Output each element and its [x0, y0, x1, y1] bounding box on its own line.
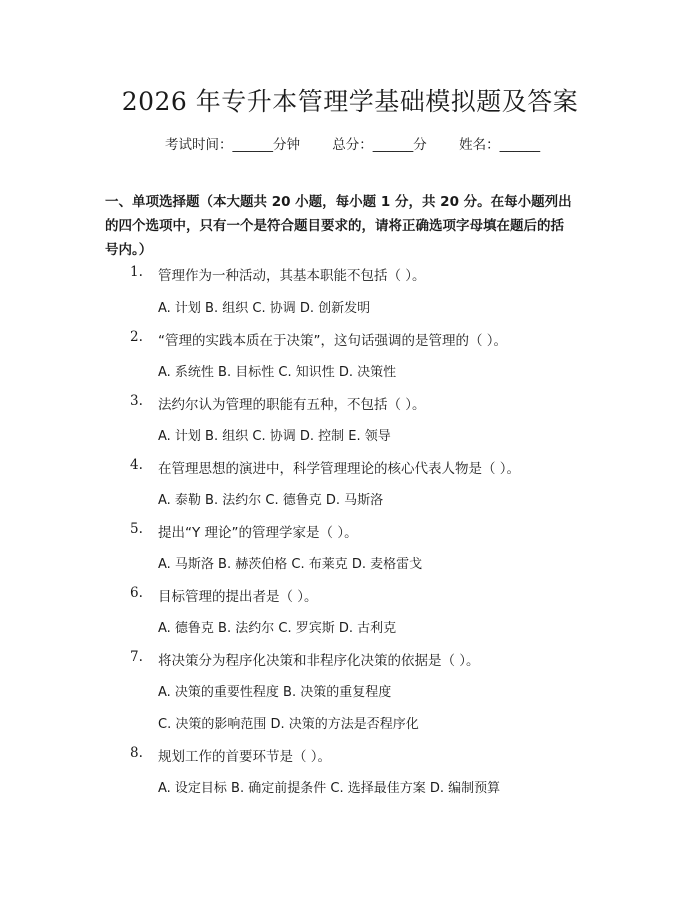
question-options: A. 系统性 B. 目标性 C. 知识性 D. 决策性	[158, 365, 397, 380]
question-text: “管理的实践本质在于决策”，这句话强调的是管理的（ ）。	[158, 333, 508, 349]
question-number: 2.	[130, 329, 143, 345]
question-number: 8.	[130, 745, 143, 761]
question-text: 目标管理的提出者是（ ）。	[158, 589, 318, 605]
question-options: A. 德鲁克 B. 法约尔 C. 罗宾斯 D. 古利克	[158, 621, 397, 636]
exam-info-line	[165, 133, 540, 153]
page-title: 2026 年专升本管理学基础模拟题及答案	[121, 87, 579, 116]
question-options: C. 决策的影响范围 D. 决策的方法是否程序化	[158, 717, 419, 732]
question-text: 将决策分为程序化决策和非程序化决策的依据是（ ）。	[158, 653, 480, 669]
question-options: A. 设定目标 B. 确定前提条件 C. 选择最佳方案 D. 编制预算	[158, 781, 501, 796]
section-header: 一、单项选择题（本大题共 20 小题，每小题 1 分，共 20 分。在每小题列出的四个选项中，只有一个是符合题目要求的，请将正确选项字母填在题后的括号内。）	[105, 194, 572, 258]
question-options: A. 马斯洛 B. 赫茨伯格 C. 布莱克 D. 麦格雷戈	[158, 557, 423, 572]
question-options: A. 泰勒 B. 法约尔 C. 德鲁克 D. 马斯洛	[158, 493, 384, 508]
question-number: 6.	[130, 585, 143, 601]
student-name-field: 姓名：______	[459, 137, 541, 153]
question-text: 提出“Y 理论”的管理学家是（ ）。	[158, 525, 358, 541]
question-options: A. 计划 B. 组织 C. 协调 D. 控制 E. 领导	[158, 429, 391, 444]
total-score-field: 总分：______分	[332, 137, 427, 153]
question-number: 5.	[130, 521, 143, 537]
question-number: 3.	[130, 393, 143, 409]
question-options: A. 决策的重要性程度 B. 决策的重复程度	[158, 685, 392, 700]
question-number: 7.	[130, 649, 143, 665]
question-text: 管理作为一种活动，其基本职能不包括（ ）。	[158, 268, 426, 284]
question-text: 规划工作的首要环节是（ ）。	[158, 749, 332, 765]
question-number: 4.	[130, 457, 143, 473]
question-text: 法约尔认为管理的职能有五种，不包括（ ）。	[158, 397, 426, 413]
question-number: 1.	[130, 264, 143, 280]
question-text: 在管理思想的演进中，科学管理理论的核心代表人物是（ ）。	[158, 461, 521, 477]
question-options: A. 计划 B. 组织 C. 协调 D. 创新发明	[158, 301, 371, 316]
exam-time-field: 考试时间：______分钟	[165, 137, 300, 153]
